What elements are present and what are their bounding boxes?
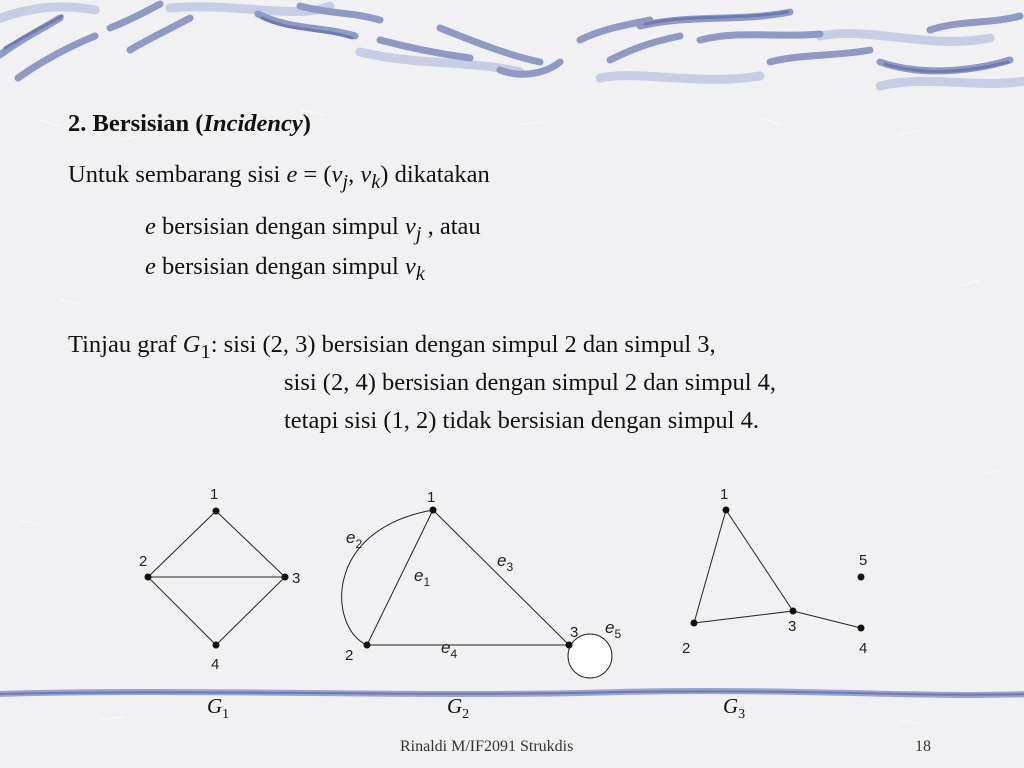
example-prefix: Tinjau graf [68, 331, 183, 358]
example-line-3 [284, 406, 759, 436]
footer-divider [0, 686, 1024, 702]
graph-symbol: G [182, 331, 201, 358]
caption-text: G [207, 694, 223, 718]
g3-vertex-5 [858, 574, 865, 581]
graph-caption-g3 [723, 694, 745, 723]
g2-vertex-2 [364, 642, 371, 649]
intro-text: Untuk sembarang sisi [68, 161, 287, 188]
g2-edge-label-e5: $e_5$ [605, 618, 622, 641]
g1-label-4: 4 [211, 656, 220, 673]
definition-line-1 [145, 212, 481, 249]
g2-label-2: 2 [345, 647, 354, 664]
g1-edge-3-4 [216, 577, 285, 645]
caption-subscript: 3 [738, 707, 746, 723]
g2-vertex-1 [430, 507, 437, 514]
g3-edge-1-2 [694, 510, 726, 623]
g1-edge-2-4 [148, 577, 216, 645]
g2-vertex-3 [566, 642, 573, 649]
g3-label-3: 3 [788, 618, 797, 635]
g3-edge-1-3 [726, 510, 793, 611]
definition-intro [68, 160, 490, 197]
definition-line-2 [145, 252, 425, 289]
g3-vertex-3 [790, 608, 797, 615]
symbol-v: v [404, 213, 416, 240]
caption-subscript: 1 [222, 707, 230, 723]
subscript-k: k [415, 262, 425, 285]
graph-figures [0, 470, 1024, 685]
g1-vertex-4 [213, 642, 220, 649]
g1-label-3: 3 [292, 570, 301, 587]
graph-subscript: 1 [200, 340, 211, 363]
graph-caption-g2 [447, 694, 469, 723]
example-line-1 [68, 330, 716, 367]
subscript-j: j [415, 222, 422, 245]
g2-edge-e3 [433, 510, 569, 645]
header-banner [0, 0, 1024, 92]
g3-vertex-2 [691, 620, 698, 627]
line1-text: bersisian dengan simpul [155, 213, 405, 240]
g3-label-5: 5 [859, 552, 868, 569]
comma-text: , [348, 161, 361, 188]
g3-vertex-4 [858, 625, 865, 632]
symbol-v: v [331, 161, 343, 188]
g1-edge-1-3 [216, 511, 285, 577]
g2-edge-label-e3: $e_3$ [497, 551, 514, 574]
caption-text: G [723, 694, 739, 718]
title-text: 2. Bersisian ( [68, 110, 204, 137]
line2-text: bersisian dengan simpul [155, 253, 405, 280]
subscript-k: k [371, 170, 381, 193]
equals-text: = ( [297, 161, 332, 188]
subscript-j: j [342, 170, 349, 193]
slide-title [68, 109, 311, 139]
after-text: ) dikatakan [380, 161, 490, 188]
g1-vertex-3 [282, 574, 289, 581]
example-line-2 [284, 368, 776, 398]
caption-text: G [447, 694, 463, 718]
symbol-v: v [360, 161, 372, 188]
footer-page-number: 18 [915, 738, 931, 755]
g3-edge-2-3 [694, 611, 793, 623]
example-text-2: sisi (2, 4) bersisian dengan simpul 2 dan simpul 4, [284, 369, 776, 396]
g2-edge-label-e2: $e_2$ [346, 528, 363, 551]
g3-label-4: 4 [859, 640, 868, 657]
symbol-e: e [145, 213, 156, 240]
g1-vertex-2 [145, 574, 152, 581]
line1-after: , atau [421, 213, 481, 240]
g1-vertex-1 [213, 508, 220, 515]
title-suffix: ) [302, 110, 311, 137]
title-italic: Incidency [203, 110, 303, 137]
g3-label-2: 2 [682, 640, 691, 657]
example-text-1: : sisi (2, 3) bersisian dengan simpul 2 dan simpul 3, [210, 331, 716, 358]
symbol-e: e [145, 253, 156, 280]
graph-caption-g1 [207, 694, 229, 723]
example-text-3: tetapi sisi (1, 2) tidak bersisian dengan simpul 4. [284, 407, 759, 434]
g1-label-2: 2 [139, 553, 148, 570]
g2-edge-label-e1: $e_1$ [414, 566, 431, 589]
symbol-v: v [404, 253, 416, 280]
g2-label-3: 3 [570, 624, 579, 641]
g1-label-1: 1 [210, 486, 219, 503]
g3-vertex-1 [723, 507, 730, 514]
footer-author: Rinaldi M/IF2091 Strukdis [400, 738, 574, 755]
g3-label-1: 1 [720, 486, 729, 503]
g1-edge-1-2 [148, 511, 216, 577]
g2-edge-label-e4: $e_4$ [441, 638, 458, 661]
symbol-e: e [286, 161, 298, 188]
g2-label-1: 1 [427, 489, 436, 506]
caption-subscript: 2 [462, 707, 470, 723]
g3-edge-3-4 [793, 611, 861, 628]
